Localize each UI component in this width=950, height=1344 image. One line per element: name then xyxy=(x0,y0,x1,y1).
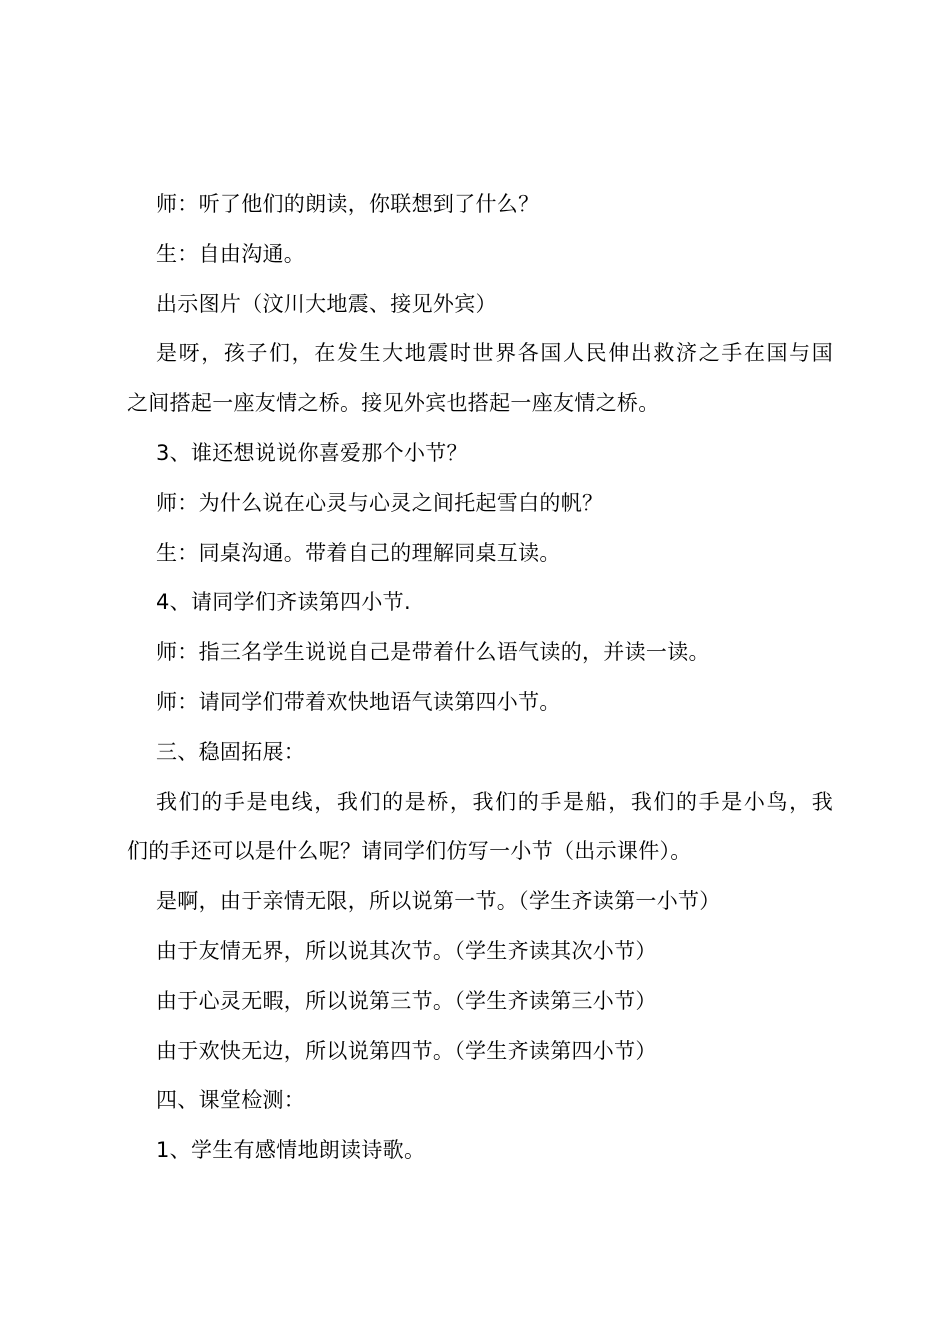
paragraph-line: 之间搭起一座友情之桥。接见外宾也搭起一座友情之桥。 xyxy=(127,391,660,416)
section-heading: 三、稳固拓展： xyxy=(156,739,306,764)
paragraph-line: 师：请同学们带着欢快地语气读第四小节。 xyxy=(156,689,561,714)
document-body xyxy=(127,180,833,1176)
paragraph-line: 师：为什么说在心灵与心灵之间托起雪白的帆？ xyxy=(156,490,604,515)
paragraph-line: 我们的手是电线，我们的是桥，我们的手是船，我们的手是小鸟，我 xyxy=(156,789,833,814)
paragraph-line: 由于心灵无暇，所以说第三节。（学生齐读第三小节） xyxy=(156,988,657,1013)
paragraph-line: 1、学生有感情地朗读诗歌。 xyxy=(156,1138,426,1163)
paragraph-line: 生：同桌沟通。带着自己的理解同桌互读。 xyxy=(156,540,561,565)
paragraph-line: 3、谁还想说说你喜爱那个小节？ xyxy=(156,440,468,465)
section-heading: 四、课堂检测： xyxy=(156,1088,306,1113)
paragraph-line: 由于友情无界，所以说其次节。（学生齐读其次小节） xyxy=(156,938,657,963)
paragraph-line: 是啊，由于亲情无限，所以说第一节。（学生齐读第一小节） xyxy=(156,889,721,914)
paragraph-line: 生：自由沟通。 xyxy=(156,241,306,266)
paragraph-line: 师：听了他们的朗读，你联想到了什么？ xyxy=(156,192,540,216)
paragraph-line: 是呀，孩子们，在发生大地震时世界各国人民伸出救济之手在国与国 xyxy=(156,341,833,366)
paragraph-line: 师：指三名学生说说自己是带着什么语气读的，并读一读。 xyxy=(156,640,710,665)
paragraph-line: 们的手还可以是什么呢？请同学们仿写一小节（出示课件）。 xyxy=(127,839,692,864)
paragraph-line: 由于欢快无边，所以说第四节。（学生齐读第四小节） xyxy=(156,1038,657,1063)
paragraph-line: 4、请同学们齐读第四小节. xyxy=(156,590,411,615)
paragraph-line: 出示图片（汶川大地震、接见外宾） xyxy=(156,291,497,316)
